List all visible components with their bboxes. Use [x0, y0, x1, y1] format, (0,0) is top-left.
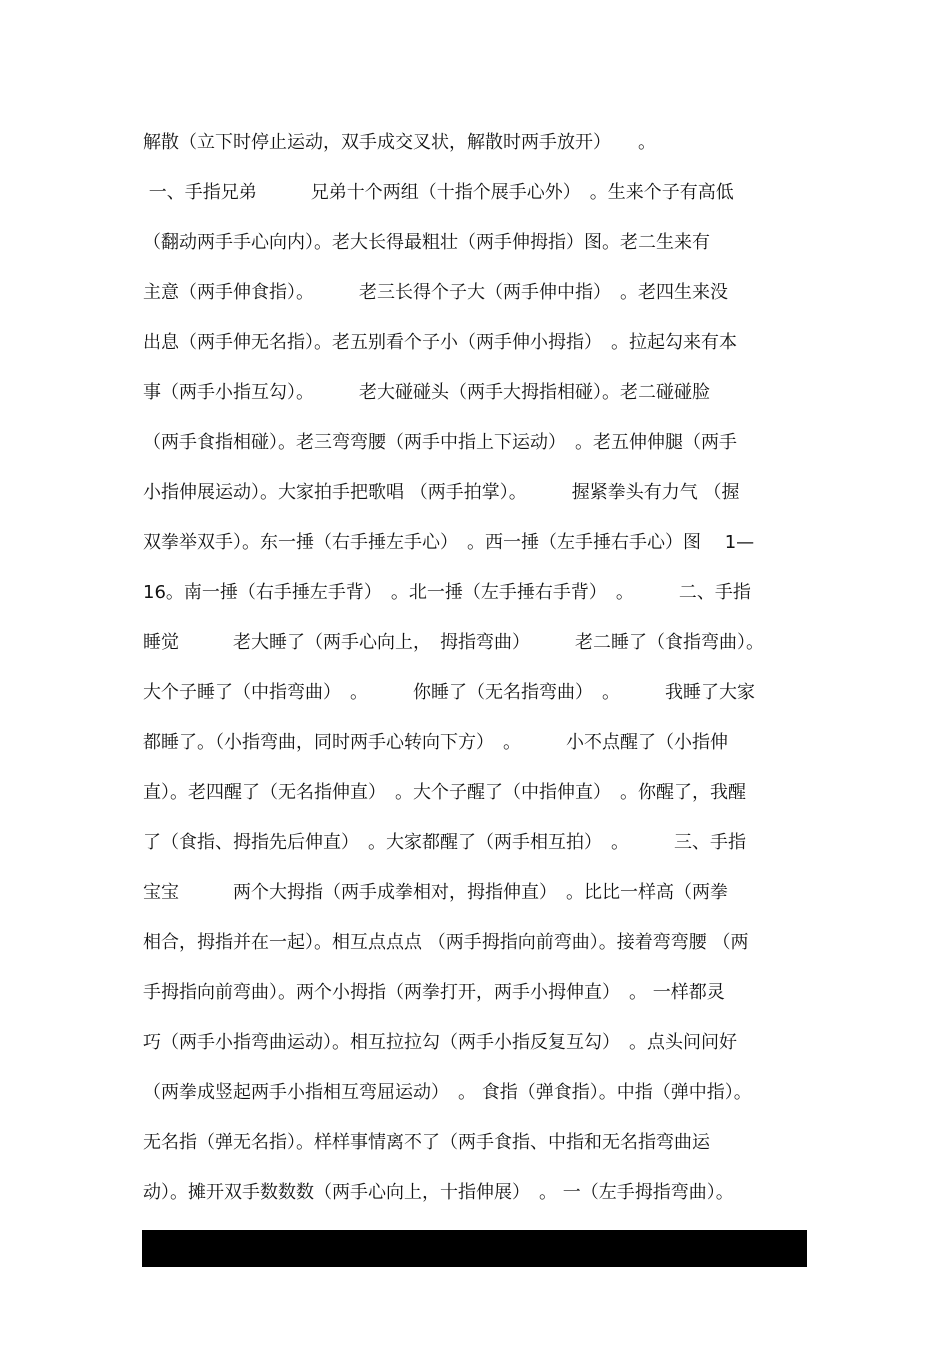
text-line: 睡觉 老大睡了（两手心向上， 拇指弯曲） 老二睡了（食指弯曲）。 [143, 632, 764, 653]
text-line: 宝宝 两个大拇指（两手成拳相对，拇指伸直） 。比比一样高（两拳 [143, 882, 728, 903]
text-line: 动）。摊开双手数数数（两手心向上，十指伸展） 。 一（左手拇指弯曲）。 [143, 1182, 734, 1203]
body-text [143, 118, 808, 1218]
black-footer-bar [142, 1230, 807, 1267]
text-line: （两拳成竖起两手小指相互弯屈运动） 。 食指（弹食指）。中指（弹中指）。 [143, 1082, 752, 1103]
text-line: 直）。老四醒了（无名指伸直） 。大个子醒了（中指伸直） 。你醒了，我醒 [143, 782, 746, 803]
text-line: 了（食指、拇指先后伸直） 。大家都醒了（两手相互拍） 。 三、手指 [143, 832, 746, 853]
text-line: 一、手指兄弟 兄弟十个两组（十指个展手心外） 。生来个子有高低 [143, 182, 734, 203]
text-line: 出息（两手伸无名指）。老五别看个子小（两手伸小拇指） 。拉起勾来有本 [143, 332, 737, 353]
text-line: 无名指（弹无名指）。样样事情离不了（两手食指、中指和无名指弯曲运 [143, 1132, 710, 1153]
text-line: 都睡了。（小指弯曲，同时两手心转向下方） 。 小不点醒了（小指伸 [143, 732, 728, 753]
text-line: （翻动两手手心向内）。老大长得最粗壮（两手伸拇指）图。老二生来有 [143, 232, 710, 253]
text-line: （两手食指相碰）。老三弯弯腰（两手中指上下运动） 。老五伸伸腿（两手 [143, 432, 737, 453]
text-line: 解散（立下时停止运动，双手成交叉状，解散时两手放开） 。 [143, 132, 656, 153]
text-line: 大个子睡了（中指弯曲） 。 你睡了（无名指弯曲） 。 我睡了大家 [143, 682, 755, 703]
text-line: 双拳举双手）。东一捶（右手捶左手心） 。西一捶（左手捶右手心）图 1— [143, 532, 755, 553]
text-line: 16。南一捶（右手捶左手背） 。北一捶（左手捶右手背） 。 二、手指 [143, 582, 751, 603]
text-line: 小指伸展运动）。大家拍手把歌唱 （两手拍掌）。 握紧拳头有力气 （握 [143, 482, 740, 503]
text-line: 手拇指向前弯曲）。两个小拇指（两拳打开，两手小拇伸直） 。 一样都灵 [143, 982, 725, 1003]
text-line: 巧（两手小指弯曲运动）。相互拉拉勾（两手小指反复互勾） 。点头问问好 [143, 1032, 737, 1053]
text-line: 主意（两手伸食指）。 老三长得个子大（两手伸中指） 。老四生来没 [143, 282, 728, 303]
text-line: 相合，拇指并在一起）。相互点点点 （两手拇指向前弯曲）。接着弯弯腰 （两 [143, 932, 749, 953]
text-line: 事（两手小指互勾）。 老大碰碰头（两手大拇指相碰）。老二碰碰脸 [143, 382, 710, 403]
